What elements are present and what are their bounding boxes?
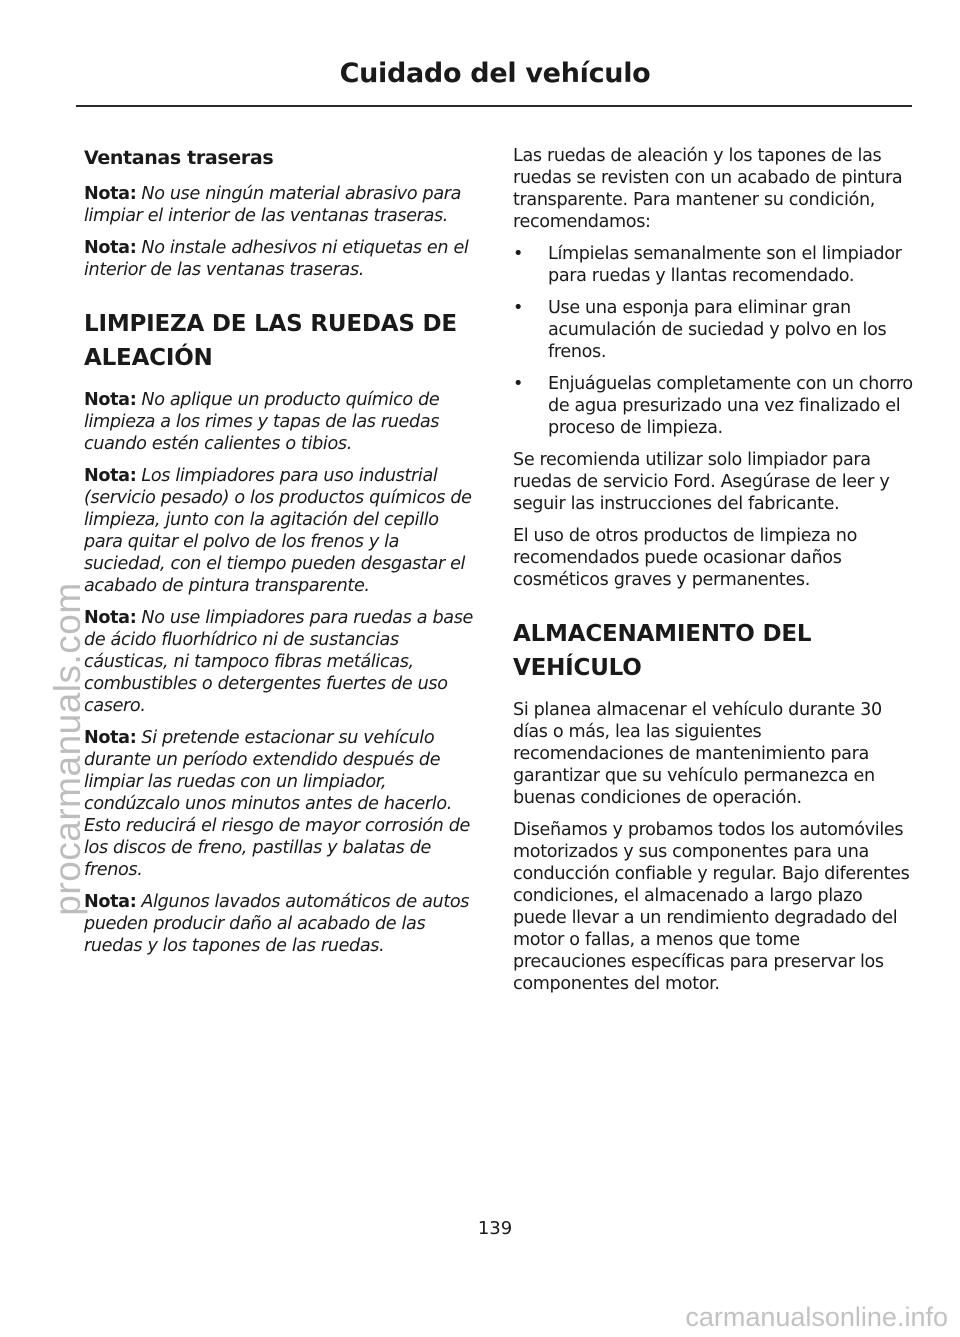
right-column <box>513 145 913 1005</box>
notes-group-alloy-wheels <box>84 389 476 957</box>
note-text: No use ningún material abrasivo para limpiar el interior de las ventanas traseras. <box>84 184 462 226</box>
paragraph-other-products: El uso de otros productos de limpieza no recomendados puede ocasionar daños cosméticos graves y permanentes. <box>513 526 857 590</box>
bullet-icon: • <box>513 374 524 394</box>
bullet-icon: • <box>513 298 524 318</box>
note <box>84 389 476 455</box>
note-text: Si pretende estacionar su vehículo durante un período extendido después de limpiar las ruedas con un limpiador, condúzcalo unos minutos antes de hacerlo. Esto reducirá el riesgo de mayor corrosión de los discos de freno, pastillas y balatas de frenos. <box>84 728 471 880</box>
section-heading-alloy-wheels: LIMPIEZA DE LAS RUEDAS DE ALEACIÓN <box>84 311 457 371</box>
note <box>84 891 476 957</box>
side-watermark <box>38 480 98 1040</box>
left-column <box>84 145 476 967</box>
note-text: No aplique un producto químico de limpieza a los rimes y tapas de las ruedas cuando estén calientes o tibios. <box>84 390 440 454</box>
note-label: Nota: <box>84 390 137 410</box>
list-item-text: Límpielas semanalmente son el limpiador para ruedas y llantas recomendado. <box>548 244 902 286</box>
section-subheading: Ventanas traseras <box>84 147 274 169</box>
note <box>84 183 476 227</box>
footer-watermark: carmanualsonline.info <box>685 1302 948 1332</box>
note <box>84 237 476 281</box>
note <box>84 727 476 881</box>
section-heading-vehicle-storage: ALMACENAMIENTO DEL VEHÍCULO <box>513 621 812 681</box>
note <box>84 607 476 717</box>
note-label: Nota: <box>84 238 137 258</box>
intro-paragraph: Las ruedas de aleación y los tapones de las ruedas se revisten con un acabado de pintura transparente. Para mantener su condición, recomendamos: <box>513 146 903 232</box>
note-label: Nota: <box>84 608 137 628</box>
paragraph-storage-details: Diseñamos y probamos todos los automóviles motorizados y sus componentes para una conducción confiable y regular. Bajo diferentes condiciones, el almacenado a largo plazo puede llevar a un rendimiento degradado del motor o fallas, a menos que tome precauciones específicas para preservar los componentes del motor. <box>513 820 910 994</box>
header-divider <box>76 105 912 107</box>
list-item <box>513 243 913 287</box>
list-item-text: Enjuáguelas completamente con un chorro de agua presurizado una vez finalizado el proceso de limpieza. <box>548 374 913 438</box>
note-label: Nota: <box>84 466 137 486</box>
note-label: Nota: <box>84 728 137 748</box>
list-item <box>513 373 913 439</box>
page-number: 139 <box>477 1218 513 1239</box>
paragraph-ford-cleaner: Se recomienda utilizar solo limpiador para ruedas de servicio Ford. Asegúrase de leer y seguir las instrucciones del fabricante. <box>513 450 890 514</box>
side-watermark-text: procarmanuals.com <box>47 582 88 916</box>
note-text: No instale adhesivos ni etiquetas en el interior de las ventanas traseras. <box>84 238 469 280</box>
bullet-icon: • <box>513 244 524 264</box>
note-label: Nota: <box>84 892 137 912</box>
note-label: Nota: <box>84 184 137 204</box>
note-text: No use limpiadores para ruedas a base de ácido fluorhídrico ni de sustancias cáusticas, ni tampoco fibras metálicas, combustibles o detergentes fuertes de uso casero. <box>84 608 473 716</box>
notes-group-rear-windows <box>84 183 476 281</box>
list-item-text: Use una esponja para eliminar gran acumulación de suciedad y polvo en los frenos. <box>548 298 887 362</box>
paragraph-storage-intro: Si planea almacenar el vehículo durante 30 días o más, lea las siguientes recomendaciones de mantenimiento para garantizar que su vehículo permanezca en buenas condiciones de operación. <box>513 700 882 808</box>
recommendation-list <box>513 243 913 439</box>
page-title: Cuidado del vehículo <box>339 58 651 89</box>
note-text: Los limpiadores para uso industrial (servicio pesado) o los productos químicos de limpieza, junto con la agitación del cepillo para quitar el polvo de los frenos y la suciedad, con el tiempo pueden desgastar el acabado de pintura transparente. <box>84 466 472 596</box>
note <box>84 465 476 597</box>
note-text: Algunos lavados automáticos de autos pueden producir daño al acabado de las ruedas y los tapones de las ruedas. <box>84 892 470 956</box>
list-item <box>513 297 913 363</box>
